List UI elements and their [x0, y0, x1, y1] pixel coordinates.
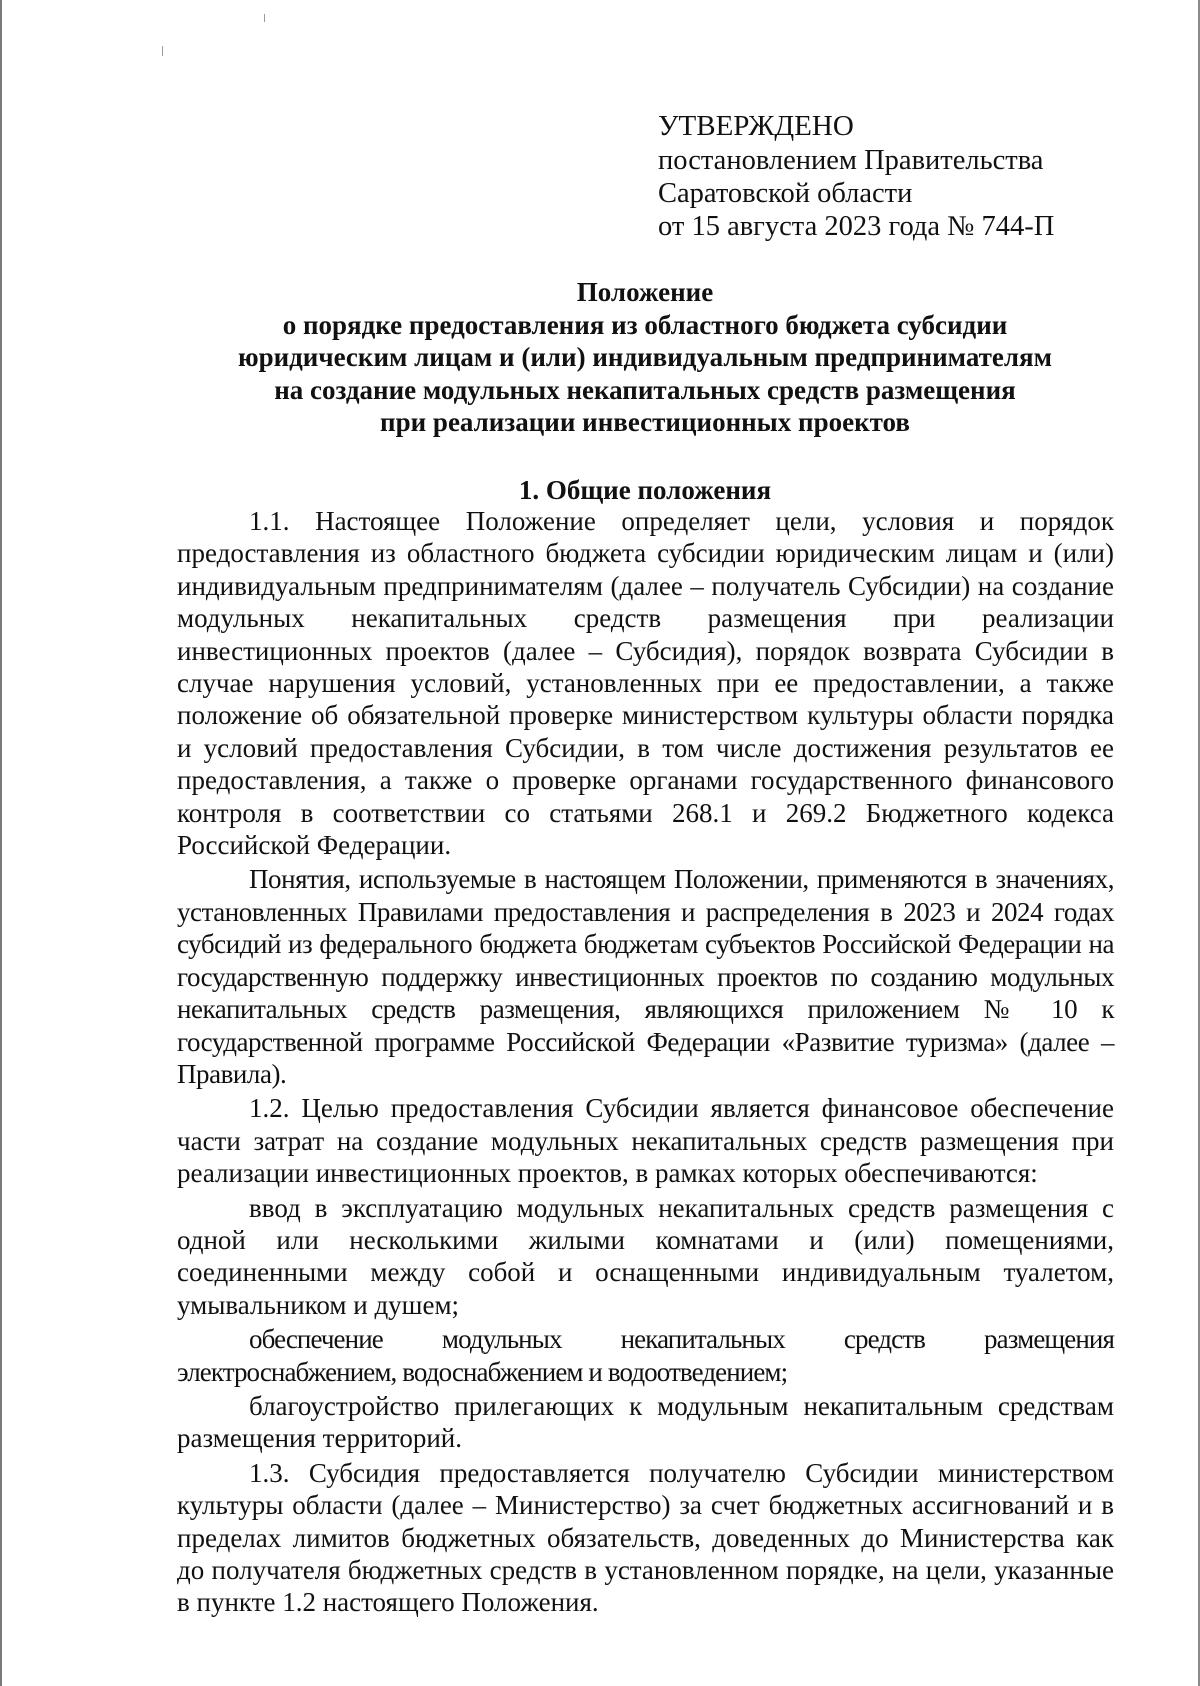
paragraph: благоустройство прилегающих к модульным некапитальным средствам размещения территорий. — [177, 1390, 1114, 1454]
scan-mark — [264, 14, 265, 22]
approval-stamp — [658, 110, 1054, 243]
paragraph: Понятия, используемые в настоящем Положении, применяются в значениях, установленных Правилами предоставления и распределения в 2023 и 2024 годах субсидий из федерального бюджета бюджетам субъектов Российской Федерации на государственную поддержку инвестиционных проектов по созданию модульных некапитальных средств размещения, являющихся приложением № 10 к государственной программе Российской Федерации «Развитие туризма» (далее – Правила). — [177, 864, 1114, 1089]
scan-mark — [162, 46, 163, 56]
paragraph: 1.1. Настоящее Положение определяет цели, условия и порядок предоставления из областного бюджета субсидии юридическим лицам и (или) индивидуальным предпринимателям (далее – получатель Субсидии) на создание модульных некапитальных средств размещения при реализации инвестиционных проектов (далее – Субсидия), порядок возврата Субсидии в случае нарушения условий, установленных при ее предоставлении, а также положение об обязательной проверке министерством культуры области порядка и условий предоставления Субсидии, в том числе достижения результатов ее предоставления, а также о проверке органами государственного финансового контроля в соответствии со статьями 268.1 и 269.2 Бюджетного кодекса Российской Федерации. — [177, 506, 1114, 861]
paragraph: 1.2. Целью предоставления Субсидии является финансовое обеспечение части затрат на создание модульных некапитальных средств размещения при реализации инвестиционных проектов, в рамках которых обеспечиваются: — [177, 1093, 1114, 1189]
approval-line: от 15 августа 2023 года № 744-П — [658, 211, 1055, 242]
section-heading: 1. Общие положения — [518, 475, 772, 505]
title-line: о порядке предоставления из областного бюджета субсидии — [282, 309, 1008, 340]
title-line: при реализации инвестиционных проектов — [380, 407, 910, 437]
paragraph: 1.3. Субсидия предоставляется получателю Субсидии министерством культуры области (далее – Министерство) за счет бюджетных ассигнований и в пределах лимитов бюджетных обязательств, доведенных до Министерства как до получателя бюджетных средств в установленном порядке, на цели, указанные в пункте 1.2 настоящего Положения. — [177, 1457, 1114, 1618]
paragraph: обеспечение модульных некапитальных средств размещения электроснабжением, водоснабжением и водоотведением; — [177, 1324, 1114, 1387]
document-body — [177, 505, 1114, 1619]
approval-line: Саратовской области — [658, 178, 913, 209]
title-line: Положение — [576, 277, 714, 307]
paragraph: ввод в эксплуатацию модульных некапитальных средств размещения с одной или несколькими жилыми комнатами и (или) помещениями, соединенными между собой и оснащенными индивидуальным туалетом, умывальником и душем; — [177, 1192, 1114, 1320]
document-title — [174, 276, 1116, 439]
title-line: юридическим лицам и (или) индивидуальным предпринимателям — [237, 342, 1053, 372]
title-line: на создание модульных некапитальных средств размещения — [274, 374, 1016, 405]
approval-line: постановлением Правительства — [658, 145, 1044, 176]
approval-heading: УТВЕРЖДЕНО — [658, 110, 854, 142]
